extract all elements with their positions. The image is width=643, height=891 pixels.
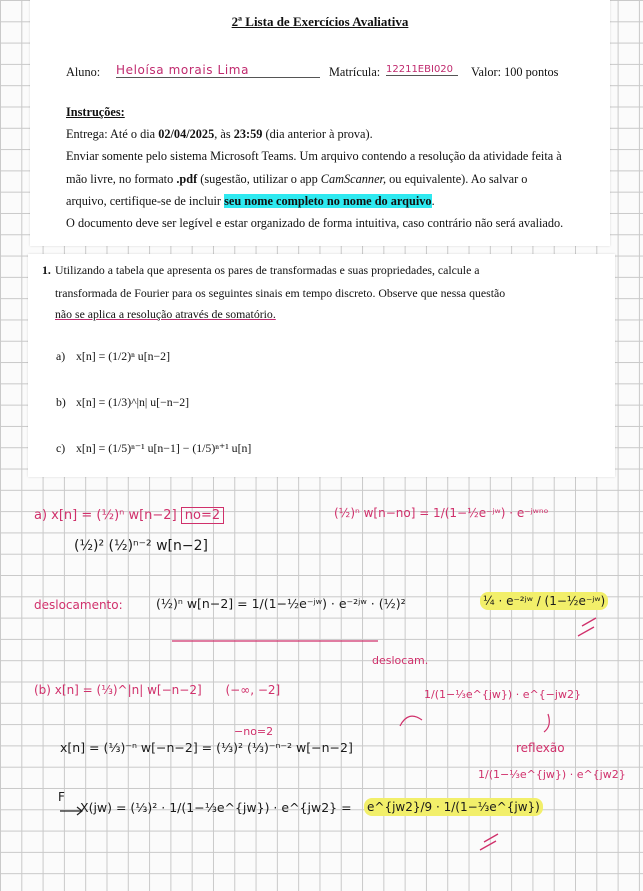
hw-a-reference: (½)ⁿ w[n−no] = 1/(1−½e⁻ʲʷ) · e⁻ʲʷⁿᵒ [334, 506, 549, 520]
hw-b-line3: X(jw) = (⅓)² · 1/(1−⅓e^{jw}) · e^{jw2} = [80, 800, 352, 815]
hw-desl-result-text: ¼ · e⁻²ʲʷ / (1−½e⁻ʲʷ) [480, 592, 608, 610]
hw-desl-small: deslocam. [372, 654, 429, 667]
hw-b-line2: x[n] = (⅓)⁻ⁿ w[−n−2] = (⅓)² (⅓)⁻ⁿ⁻² w[−n−2] [60, 740, 353, 755]
hw-a-line2: (½)² (½)ⁿ⁻² w[n−2] [74, 538, 208, 554]
question-line3: não se aplica a resolução através de somatório. [55, 307, 276, 321]
line3-italic: CamScanner, [320, 172, 387, 186]
entrega-mid: , às [214, 127, 234, 141]
hw-a-expr: a) x[n] = (½)ⁿ w[n−2] [34, 508, 177, 523]
arrow-curve [400, 716, 422, 726]
page-title: 2ª Lista de Exercícios Avaliativa [231, 14, 409, 29]
hw-desl-label: deslocamento: [34, 598, 123, 612]
hw-desl-expr: (½)ⁿ w[n−2] = 1/(1−½e⁻ʲʷ) · e⁻²ʲʷ · (½)² [156, 596, 406, 611]
hw-a-box: no=2 [181, 507, 224, 524]
entrega-time: 23:59 [233, 127, 263, 141]
question-number: 1. [42, 263, 51, 277]
line3-bold: .pdf [176, 172, 198, 186]
question-line2: transformada de Fourier para os seguintes sinais em tempo discreto. Observe que nessa questão [55, 286, 506, 300]
hw-b-range: (−∞, −2] [225, 683, 281, 697]
entrega-date: 02/04/2025 [158, 127, 215, 141]
line3-pre: mão livre, no formato [66, 172, 177, 186]
valor-text: Valor: 100 pontos [471, 65, 559, 79]
line3-mid: (sugestão, utilizar o app [197, 172, 321, 186]
instrucoes-heading: Instruções: [66, 105, 125, 119]
item-a-label: a) [56, 349, 66, 363]
item-b-expr: x[n] = (1/3)^|n| u[−n−2] [76, 395, 190, 409]
hw-b-expr: (b) x[n] = (⅓)^|n| w[−n−2] [34, 683, 202, 697]
strike-marks-a [578, 618, 596, 636]
hw-reflexao: reflexão [516, 741, 565, 755]
strike-marks-b [480, 834, 498, 850]
entrega-post: (dia anterior à prova). [262, 127, 373, 141]
item-c-expr: x[n] = (1/5)ⁿ⁻¹ u[n−1] − (1/5)ⁿ⁺¹ u[n] [76, 441, 252, 455]
hw-b-ref: 1/(1−⅓e^{jw}) · e^{−jw2} [424, 688, 581, 701]
highlighted-filename-rule: seu nome completo no nome do arquivo [224, 194, 432, 208]
hw-no-eq: −no=2 [234, 725, 274, 738]
matricula-value: 12211EBI020 [386, 64, 458, 76]
instr-line2: Enviar somente pelo sistema Microsoft Teams. Um arquivo contendo a resolução da atividade feita à [66, 149, 562, 163]
item-b-label: b) [56, 395, 66, 409]
item-a-expr: x[n] = (1/2)ⁿ u[n−2] [76, 349, 171, 363]
question-line1: Utilizando a tabela que apresenta os pares de transformadas e suas propriedades, calcule a [55, 263, 480, 277]
matricula-label: Matrícula: [329, 65, 381, 79]
hw-b-ref2: 1/(1−⅓e^{jw}) · e^{jw2} [478, 768, 626, 781]
line4-pre: arquivo, certifique-se de incluir [66, 194, 225, 208]
hw-f-label: F [58, 790, 65, 804]
aluno-label: Aluno: [66, 65, 101, 79]
line3-post: ou equivalente). Ao salvar o [386, 172, 528, 186]
curly-mark [544, 714, 549, 732]
instr-line5: O documento deve ser legível e estar organizado de forma intuitiva, caso contrário não será avaliado. [66, 216, 564, 230]
item-c-label: c) [56, 441, 66, 455]
aluno-value: Heloísa morais Lima [116, 63, 320, 78]
line4-post: . [431, 194, 435, 208]
entrega-pre: Entrega: Até o dia [66, 127, 159, 141]
hw-b-result-text: e^{jw2}/9 · 1/(1−⅓e^{jw}) [364, 798, 543, 816]
